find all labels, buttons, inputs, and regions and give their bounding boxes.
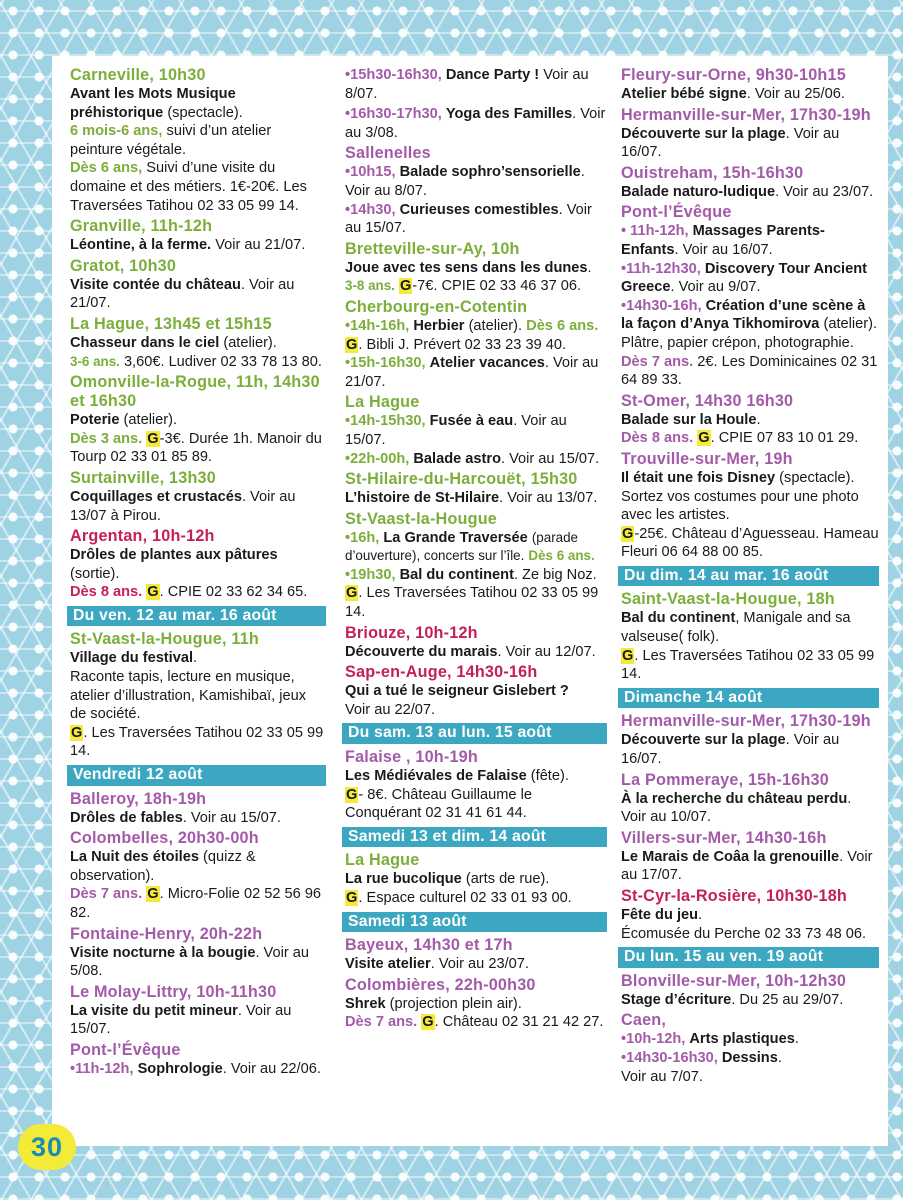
event-title: Herbier [413,317,465,334]
event-colombelles [70,829,326,922]
date-banner: Vendredi 12 août [67,765,326,786]
free-badge: G [346,890,358,906]
event-time: •16h, [345,529,380,546]
event-info: . Voir au 12/07. [497,643,596,660]
event-gratot [70,257,326,313]
event-place: Balleroy, 18h-19h [70,789,207,808]
event-title: Qui a tué le seigneur Gislebert ? [345,683,569,700]
event-place: St-Vaast-la-Hougue, 11h [70,630,260,649]
event-info: . Voir au 17/07. [621,848,873,884]
event-punct: . [756,411,761,428]
event-place: La Pommeraye, 15h-16h30 [621,770,829,789]
event-place: Pont-l’Évêque [621,203,732,222]
event-text: Raconte tapis, lecture en musique, atelier d’illustration, Kamishibaï, jeux de société. [70,669,307,723]
event-title: La visite du petit mineur [70,1002,238,1019]
event-title: Il était une fois Disney [621,469,776,486]
event-place: La Hague [345,393,420,412]
event-kind: (atelier). [123,412,178,429]
event-place: Trouville-sur-Mer, 19h [621,449,793,468]
event-title: Les Médiévales de Falaise [345,768,527,785]
event-info: . Les Traversées Tatihou 02 33 05 99 14. [621,647,875,683]
event-place: Falaise , 10h-19h [345,748,478,767]
event-place: Briouze, 10h-12h [345,623,478,642]
event-info: Écomusée du Perche 02 33 73 48 06. [621,925,867,942]
event-cherbourg [345,298,607,391]
event-blonville [621,972,879,1010]
free-badge: G [147,886,159,903]
event-info: . Micro-Folie 02 52 56 96 82. [70,886,322,921]
event-info: . Château 02 31 21 42 27. [434,1014,604,1031]
event-info: . Voir au 15/07. [182,809,281,826]
event-time: •15h-16h30, [345,355,426,372]
event-pont-leveque [70,1041,326,1079]
event-la-hague-3 [345,851,607,907]
event-info: . Voir au 15/07. [501,450,600,467]
event-title: Balade naturo-ludique [621,183,776,200]
event-info: . Bibli J. Prévert 02 33 23 39 40. [358,336,567,353]
event-punct: . [193,650,198,667]
event-time: •11h-12h30, [621,260,701,277]
event-age: Dès 3 ans. [70,430,143,447]
event-time: •14h30-16h30, [621,1049,718,1066]
date-banner: Dimanche 14 août [618,688,879,709]
event-place: Blonville-sur-Mer, 10h-12h30 [621,971,847,990]
event-info: . Les Traversées Tatihou 02 33 05 99 14. [345,585,599,621]
event-kind: (arts de rue). [465,871,550,888]
event-age: Dès 6 ans. [528,548,595,564]
event-place: Hermanville-sur-Mer, 17h30-19h [621,105,871,124]
event-kind: (projection plein air). [389,995,522,1012]
event-place: Le Molay-Littry, 10h-11h30 [70,982,277,1001]
event-bretteville [345,240,607,296]
event-kind: (atelier). Plâtre, papier crépon, photographie. [621,316,878,351]
event-kind: (spectacle). Sortez vos costumes pour une photo avec les artistes. [621,469,859,524]
event-title: Le Marais de Coâa la grenouille [621,848,840,865]
event-place: Saint-Vaast-la-Hougue, 18h [621,590,835,609]
event-time: •22h-00h, [345,450,410,467]
event-title: Discovery Tour Ancient Greece [621,260,868,296]
event-time: •10h15, [345,164,396,181]
event-la-hague [70,315,326,371]
event-time: •14h-15h30, [345,413,426,430]
event-omonville [70,373,326,467]
event-place: Omonville-la-Rogue, 11h, 14h30 et 16h30 [70,373,320,411]
event-saint-vaast [621,590,879,683]
event-st-vaast-2 [345,510,607,622]
event-info: . Voir au 13/07. [499,490,598,507]
event-place: St-Vaast-la-Hougue [345,509,498,528]
event-info: . Voir au 25/06. [746,86,845,102]
event-info: . Voir au 3/08. [345,106,606,141]
event-info: . Voir au 9/07. [670,279,761,296]
event-info: . Voir au 16/07. [674,241,773,258]
event-place: St-Omer, 14h30 16h30 [621,391,794,410]
event-kind: (fête). [530,768,569,785]
date-banner: Du lun. 15 au ven. 19 août [618,947,879,968]
event-age: Dès 6 ans. [526,317,599,334]
event-info: . Voir au 15/07. [70,1002,292,1038]
event-info: 3,60€. Ludiver 02 33 78 13 80. [123,353,322,370]
event-title: Village du festival [70,650,194,667]
event-title: Chasseur dans le ciel [70,334,220,351]
column-3 [621,66,879,1088]
event-kind: (atelier). [223,334,277,351]
event-info: 1€-20€. Les Traversées Tatihou 02 33 05 99 14. [70,178,307,214]
event-colombieres [345,976,607,1032]
event-title: Découverte sur la plage [621,125,786,142]
date-banner: Du sam. 13 au lun. 15 août [342,723,607,744]
event-sallenelles [345,144,607,237]
event-info: . Voir au 21/07. [345,355,599,390]
event-kind: . Ze big Noz. [513,566,597,583]
event-title: Curieuses comestibles [399,201,559,218]
event-title: Balade sur la Houle [621,411,757,428]
column-2 [345,66,607,1034]
event-title: L’histoire de St-Hilaire [345,490,500,507]
event-time: •15h30-16h30, [345,67,442,83]
event-info: -7€. CPIE 02 33 46 37 06. [412,278,582,295]
event-sap-en-auge [345,663,607,719]
event-title: Balade sophro’sensorielle [399,164,581,181]
page-number: 30 [18,1124,76,1170]
event-st-hilaire [345,470,607,508]
event-pont-leveque-2 [621,203,879,389]
event-st-omer [621,392,879,448]
event-time: •14h-16h, [345,317,410,334]
event-info: . Voir au 22/06. [222,1060,321,1077]
event-granville [70,217,326,255]
event-place: Carneville, 10h30 [70,66,206,84]
event-title: Drôles de fables [70,809,183,826]
event-title: Découverte sur la plage [621,732,786,749]
event-title: Atelier bébé signe [621,86,747,102]
event-info: . Voir au 23/07. [775,183,874,200]
free-badge: G [422,1014,434,1031]
event-kind: (spectacle). [167,104,243,121]
event-time: •11h-12h, [70,1060,134,1077]
event-title: Bal du continent [621,610,736,627]
event-age: 3-6 ans. [70,353,120,369]
event-info: . CPIE 07 83 10 01 29. [710,430,859,447]
event-surtainville [70,469,326,525]
event-title: Poterie [70,412,120,429]
event-place: Cherbourg-en-Cotentin [345,297,528,316]
event-villers [621,829,879,885]
event-title: Coquillages et crustacés [70,488,242,505]
event-time: • 11h-12h, [621,223,689,240]
event-caen [621,1011,879,1086]
free-badge: G [71,724,83,741]
event-info: 2€. Les Dominicaines 02 31 64 89 33. [621,353,878,389]
event-place: Ouistreham, 15h-16h30 [621,163,804,182]
event-place: Gratot, 10h30 [70,256,177,275]
event-title: Fête du jeu [621,907,699,923]
event-hermanville [621,106,879,162]
free-badge: G [147,584,159,601]
event-text: Suivi d’une visite du domaine et des métiers. [70,160,276,195]
date-banner: Samedi 13 août [342,912,607,933]
event-info: Voir au 22/07. [345,701,436,718]
event-place: Bretteville-sur-Ay, 10h [345,239,520,258]
event-info: Voir au 7/07. [621,1068,703,1085]
event-title: Dance Party ! [445,67,540,83]
event-kind: (quizz & observation). [70,849,256,884]
event-age: Dès 7 ans. [345,1014,418,1031]
free-badge: G [399,278,412,295]
event-title: Visite nocturne à la bougie [70,944,256,961]
event-title: Massages Parents-Enfants [621,223,825,258]
event-place: Surtainville, 13h30 [70,468,216,487]
event-dance-party [345,66,607,103]
event-title: Yoga des Familles [445,106,573,123]
event-title: Atelier vacances [429,355,545,372]
event-place: Sap-en-Auge, 14h30-16h [345,663,538,682]
event-punct: . [777,1049,782,1066]
event-place: Hermanville-sur-Mer, 17h30-19h [621,712,871,731]
event-info: . Du 25 au 29/07. [731,991,844,1008]
event-place: Colombières, 22h-00h30 [345,975,536,994]
free-badge: G [346,336,358,353]
event-briouze [345,624,607,662]
event-place: Sallenelles [345,144,431,163]
free-badge: G [622,647,634,664]
event-kind: (sortie). [70,565,120,582]
free-badge: G [698,430,710,447]
event-balleroy [70,790,326,828]
event-info: . CPIE 02 33 62 34 65. [159,584,308,601]
event-place: Fleury-sur-Orne, 9h30-10h15 [621,66,846,84]
event-time: •14h30-16h, [621,297,702,314]
date-banner: Samedi 13 et dim. 14 août [342,827,607,848]
event-title: Léontine, à la ferme. [70,237,212,254]
event-fleury [621,66,879,104]
event-title: La rue bucolique [345,871,462,888]
event-info: . Voir au 21/07. [70,276,295,312]
event-kind: (atelier). [468,317,523,334]
event-yoga [345,105,607,142]
event-title: Visite atelier [345,956,431,973]
event-title: La Nuit des étoiles [70,849,199,866]
event-place: Pont-l’Évêque [70,1040,181,1059]
event-info: -3€. Durée 1h. Manoir du Tourp 02 33 01 85 89. [70,430,322,466]
event-place: Colombelles, 20h30-00h [70,829,259,848]
event-argentan [70,527,326,602]
event-title: Dessins [721,1049,778,1066]
event-place: St-Hilaire-du-Harcouët, 15h30 [345,470,578,489]
event-title: À la recherche du château perdu [621,790,848,807]
event-title: Sophrologie [137,1060,223,1077]
event-age: 6 mois-6 ans, [70,123,163,140]
free-badge: G [346,585,358,602]
event-info: . Voir au 16/07. [621,125,840,161]
event-st-cyr [621,887,879,943]
event-age: Dès 6 ans, [70,160,143,177]
event-title: Bal du continent [399,566,514,583]
free-badge: G [147,430,159,447]
free-badge: G [346,786,358,803]
event-title: Arts plastiques [689,1031,795,1048]
event-punct: . [698,907,703,923]
event-kind: , Manigale and sa valseuse( folk). [621,610,851,646]
event-la-pommeraye [621,771,879,827]
event-info: . Voir au 8/07. [345,164,585,199]
event-title: Drôles de plantes aux pâtures [70,547,278,564]
event-title: Visite contée du château [70,276,241,293]
event-info: . Voir au 15/07. [345,201,592,237]
event-time: •14h30, [345,201,396,218]
event-title: Shrek [345,995,386,1012]
event-la-hague-2 [345,393,607,468]
event-time: •16h30-17h30, [345,106,442,123]
event-falaise [345,748,607,823]
event-age: Dès 7 ans. [70,886,143,903]
event-st-vaast [70,630,326,761]
event-info: . Voir au 23/07. [430,956,529,973]
event-molay-littry [70,983,326,1039]
event-info: Voir au 21/07. [215,237,306,254]
event-carneville [70,66,326,215]
event-place: Fontaine-Henry, 20h-22h [70,924,263,943]
event-info: . Voir au 15/07. [345,413,567,448]
event-place: Bayeux, 14h30 et 17h [345,936,513,955]
event-info: . Voir au 5/08. [70,944,309,980]
event-time: •19h30, [345,566,396,583]
event-info: - 8€. Château Guillaume le Conquérant 02 31 41 61 44. [345,786,532,822]
event-kind: (parade d’ouverture), concerts sur l’île. [345,529,578,564]
event-place: Granville, 11h-12h [70,217,213,236]
event-age: Dès 8 ans. [70,584,143,601]
event-title: Balade astro [413,450,501,467]
event-info: . Voir au 10/07. [621,790,852,826]
event-title: Fusée à eau [429,413,514,430]
event-punct: . [794,1031,799,1048]
event-title: Avant les Mots Musique préhistorique [70,86,236,121]
event-bayeux [345,936,607,974]
event-place: Caen, [621,1011,667,1030]
event-age: Dès 7 ans. [621,353,694,370]
event-place: La Hague, 13h45 et 15h15 [70,314,272,333]
event-place: Argentan, 10h-12h [70,527,215,546]
event-trouville [621,450,879,562]
event-age: Dès 8 ans. [621,430,694,447]
event-ouistreham [621,164,879,202]
event-hermanville-2 [621,712,879,768]
event-fontaine-henry [70,925,326,981]
event-title: Création d’une scène à la façon d’Anya Tikhomirova [621,297,866,333]
event-title: Stage d’écriture [621,991,732,1008]
date-banner: Du ven. 12 au mar. 16 août [67,606,326,627]
event-time: •10h-12h, [621,1031,686,1048]
event-info: . Voir au 13/07 à Pirou. [70,488,296,524]
event-info: Voir au 8/07. [345,67,589,102]
event-text: suivi d’un atelier peinture végétale. [70,123,272,158]
event-title: Joue avec tes sens dans les dunes [345,259,588,276]
event-info: . Les Traversées Tatihou 02 33 05 99 14. [70,724,324,760]
event-title: Découverte du marais [345,643,498,660]
event-title: La Grande Traversée [383,529,528,546]
event-info: . Espace culturel 02 33 01 93 00. [358,890,572,906]
event-info: . Voir au 16/07. [621,732,840,768]
event-info: -25€. Château d’Aguesseau. Hameau Fleuri 06 64 88 00 85. [621,525,879,561]
free-badge: G [622,525,634,542]
event-place: St-Cyr-la-Rosière, 10h30-18h [621,887,848,905]
event-punct: . [587,259,592,276]
column-1 [70,66,326,1081]
event-age: 3-8 ans. [345,278,395,294]
event-place: La Hague [345,851,420,870]
date-banner: Du dim. 14 au mar. 16 août [618,566,879,587]
event-place: Villers-sur-Mer, 14h30-16h [621,828,827,847]
